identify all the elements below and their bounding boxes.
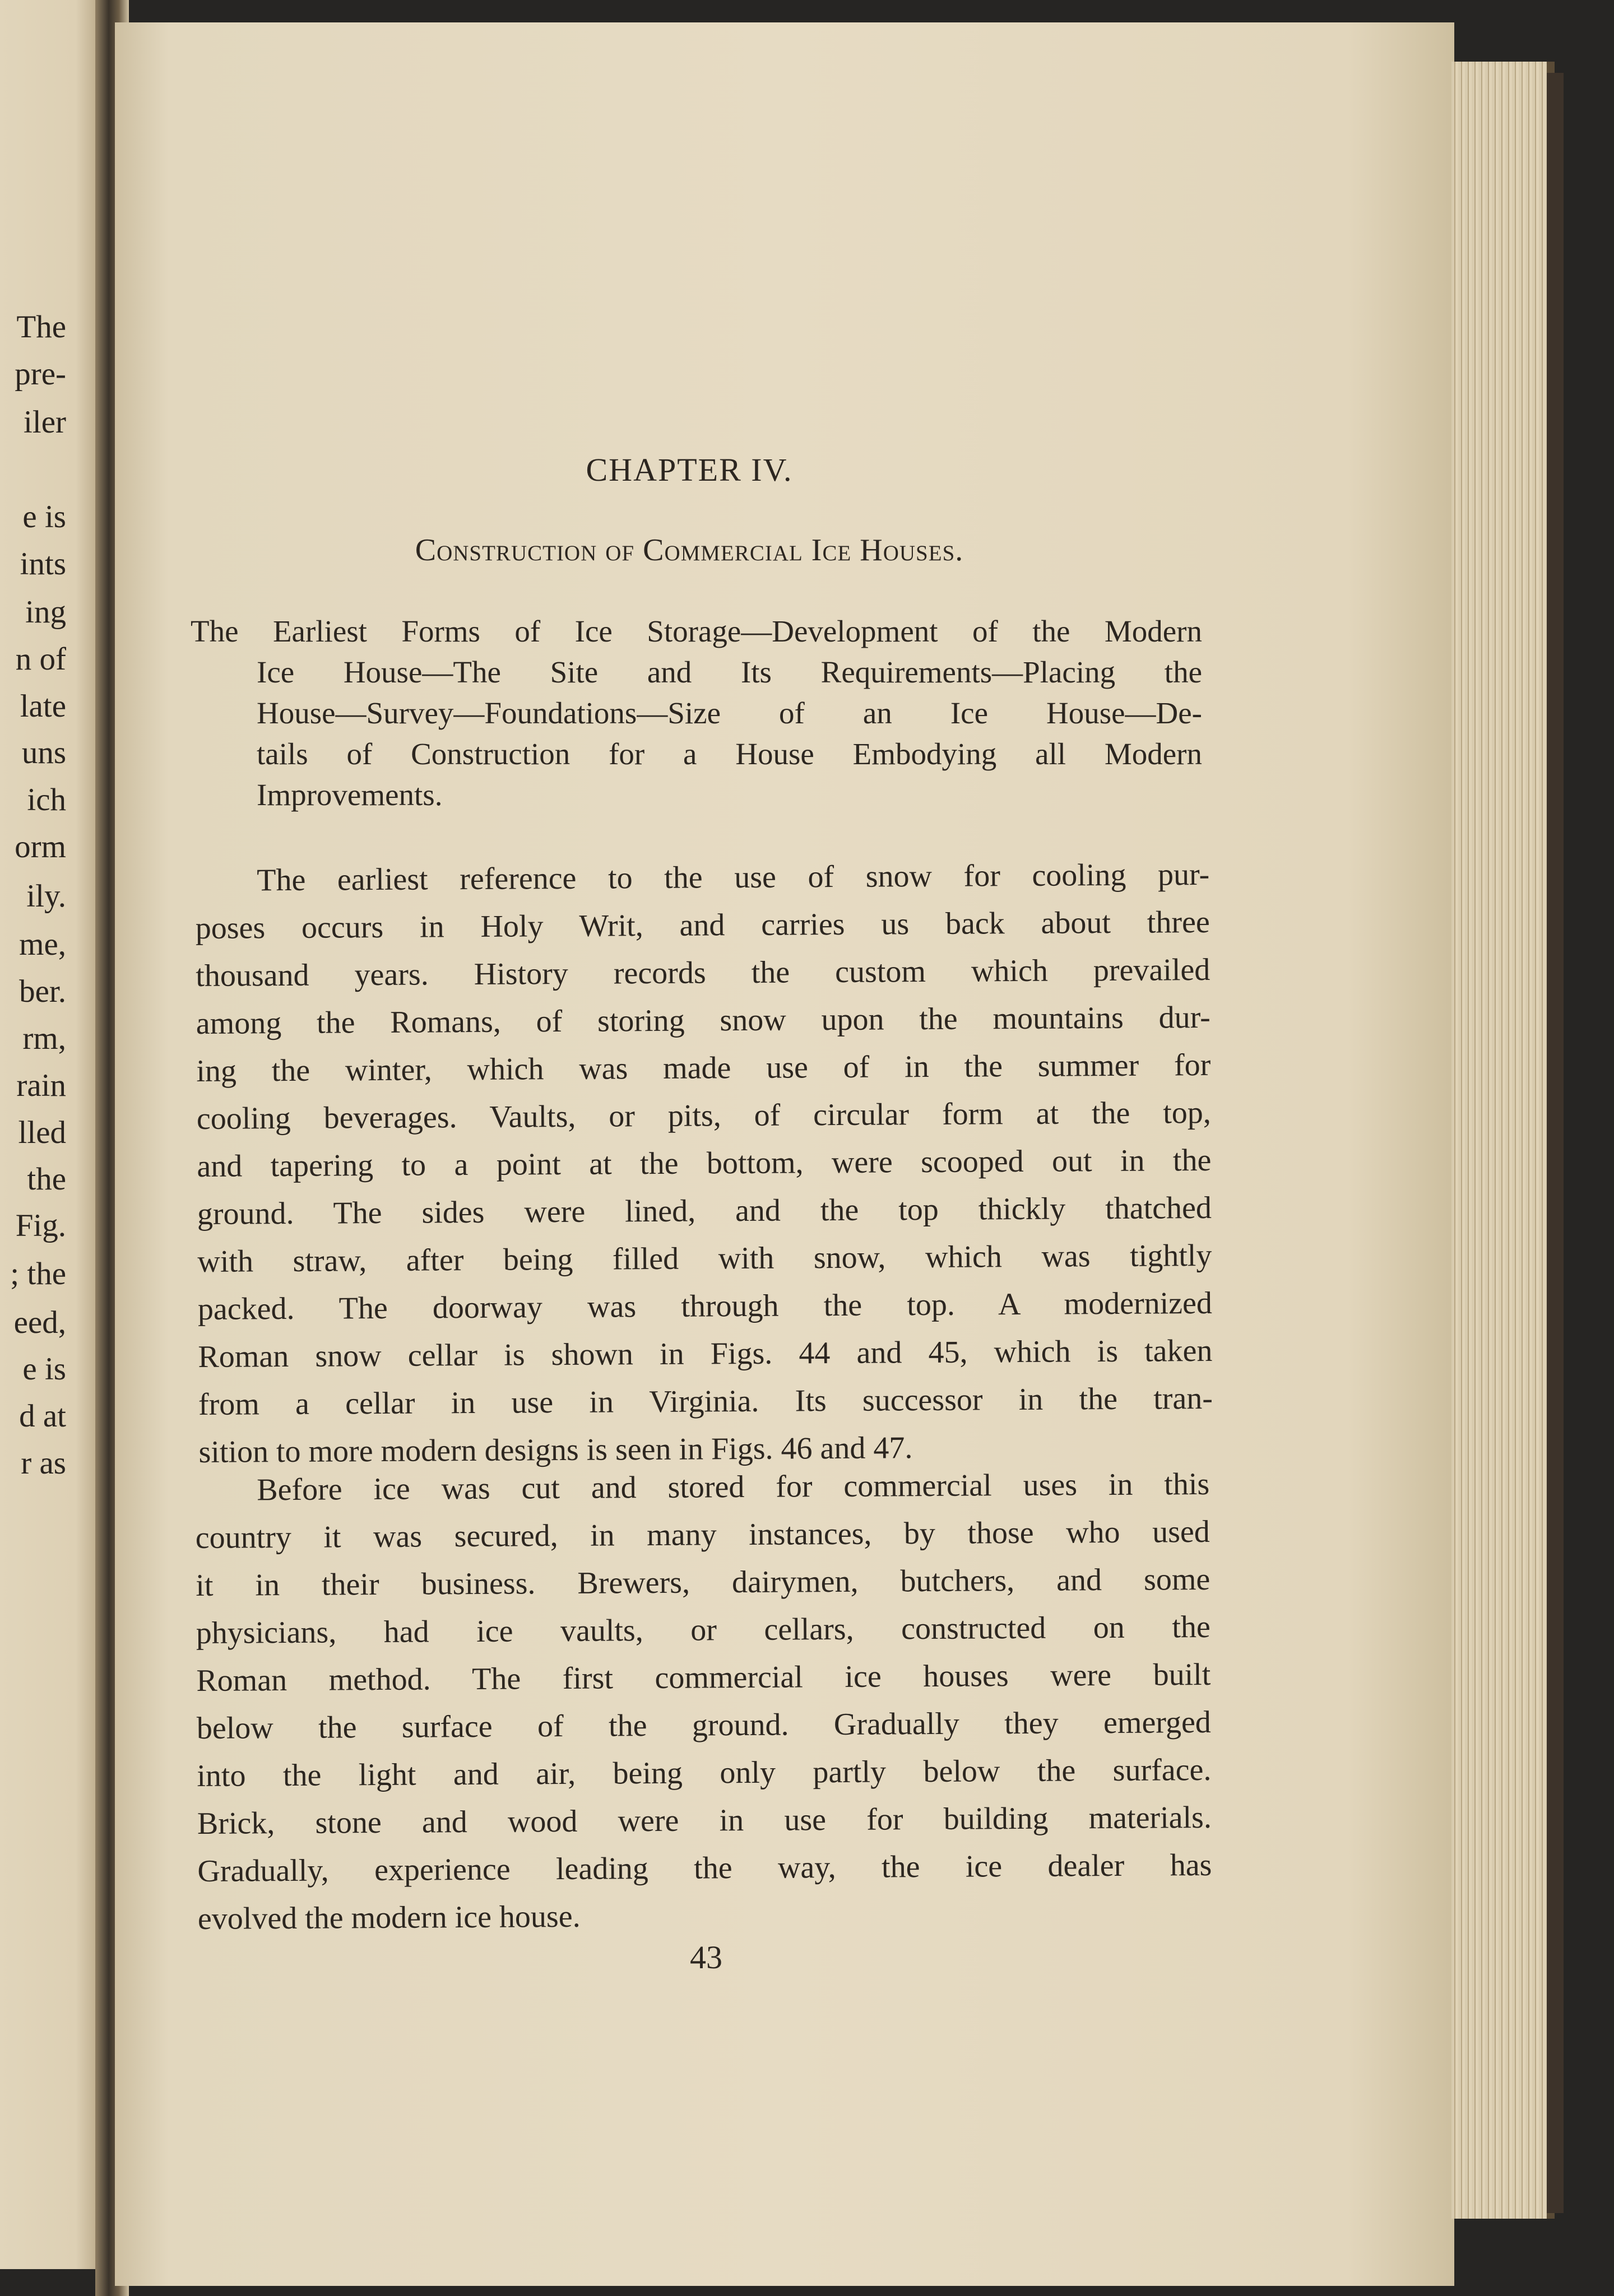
- text-line: evolved the modern ice house.: [197, 1899, 581, 1936]
- text-line: Brick, stone and wood were in use for building materials.: [197, 1800, 1212, 1841]
- text-line: it in their business. Brewers, dairymen, butchers, and some: [196, 1561, 1210, 1603]
- text-line: Roman method. The first commercial ice houses were built: [196, 1657, 1211, 1698]
- text-line: thousand years. History records the custom which prevailed: [196, 952, 1210, 993]
- left-page-fragment: ints: [20, 546, 66, 582]
- text-line: poses occurs in Holy Writ, and carries us back about three: [195, 904, 1210, 946]
- text-line: country it was secured, in many instances, by those who used: [195, 1514, 1210, 1555]
- text-line: from a cellar in use in Virginia. Its successor in the tran-: [198, 1381, 1213, 1422]
- left-page-fragment: e is: [22, 499, 66, 535]
- left-page-fragment: The: [16, 309, 66, 345]
- summary-line: Improvements.: [257, 778, 443, 812]
- left-page-fragment: Fig.: [15, 1208, 66, 1243]
- text-line: and tapering to a point at the bottom, were scooped out in the: [197, 1142, 1212, 1184]
- text-line: cooling beverages. Vaults, or pits, of circular form at the top,: [196, 1095, 1212, 1136]
- summary-line: House—Survey—Foundations—Size of an Ice House—De-: [257, 696, 1202, 730]
- text-line: below the surface of the ground. Gradually they emerged: [196, 1704, 1212, 1746]
- book-cover-edge: [1547, 73, 1564, 2213]
- text-line: Gradually, experience leading the way, the ice dealer has: [197, 1847, 1212, 1889]
- text-line: into the light and air, being only partly below the surface.: [197, 1752, 1212, 1793]
- left-page-fragment: ; the: [10, 1256, 66, 1291]
- text-line: physicians, had ice vaults, or cellars, constructed on the: [196, 1609, 1210, 1651]
- page-number: 43: [690, 1939, 722, 1976]
- left-page-fragment: the: [27, 1161, 66, 1197]
- text-line: Roman snow cellar is shown in Figs. 44 and 45, which is taken: [198, 1333, 1213, 1374]
- paragraph-1: [195, 851, 1213, 1476]
- left-page-fragment: late: [20, 689, 66, 724]
- text-line: among the Romans, of storing snow upon the mountains dur-: [196, 1000, 1210, 1041]
- left-page-fragment: e is: [22, 1351, 66, 1387]
- left-page-fragment: orm: [15, 829, 66, 865]
- left-page-fragment: r as: [21, 1446, 66, 1481]
- text-line: ground. The sides were lined, and the top thickly thatched: [197, 1190, 1212, 1231]
- text-line: packed. The doorway was through the top. A modernized: [197, 1285, 1213, 1327]
- text-line: sition to more modern designs is seen in Figs. 46 and 47.: [198, 1430, 913, 1470]
- left-page-fragment: d at: [19, 1398, 66, 1434]
- chapter-subtitle: Construction of Commercial Ice Houses.: [415, 533, 964, 568]
- left-page-fragment: rm,: [22, 1021, 66, 1056]
- chapter-title: CHAPTER IV.: [586, 452, 793, 488]
- text-line: The earliest reference to the use of snow for cooling pur-: [257, 857, 1210, 898]
- left-page-fragment: pre-: [15, 356, 66, 392]
- left-page-fragment: ily.: [26, 879, 66, 914]
- paragraph-2: [195, 1461, 1212, 1943]
- summary-line: Ice House—The Site and Its Requirements—Placing the: [257, 655, 1202, 689]
- text-line: Before ice was cut and stored for commercial uses in this: [257, 1466, 1210, 1508]
- left-page-fragment: lled: [18, 1115, 66, 1150]
- page-edges: [1451, 62, 1555, 2219]
- text-line: with straw, after being filled with snow, which was tightly: [197, 1238, 1212, 1279]
- text-line: ing the winter, which was made use of in the summer for: [196, 1047, 1211, 1089]
- left-page-text: [0, 0, 100, 2296]
- chapter-summary: [191, 611, 1202, 815]
- summary-line: The Earliest Forms of Ice Storage—Development of the Modern: [191, 614, 1202, 648]
- left-page-fragment: n of: [15, 642, 66, 677]
- left-page-fragment: me,: [19, 927, 66, 962]
- left-page-fragment: ber.: [19, 974, 66, 1009]
- left-page-fragment: ing: [25, 594, 66, 630]
- left-page-fragment: eed,: [13, 1305, 66, 1340]
- left-page-fragment: uns: [21, 735, 66, 770]
- summary-line: tails of Construction for a House Embodying all Modern: [257, 737, 1202, 771]
- left-page-fragment: ich: [27, 782, 66, 817]
- left-page-fragment: iler: [24, 405, 66, 440]
- left-page-fragment: rain: [16, 1068, 66, 1103]
